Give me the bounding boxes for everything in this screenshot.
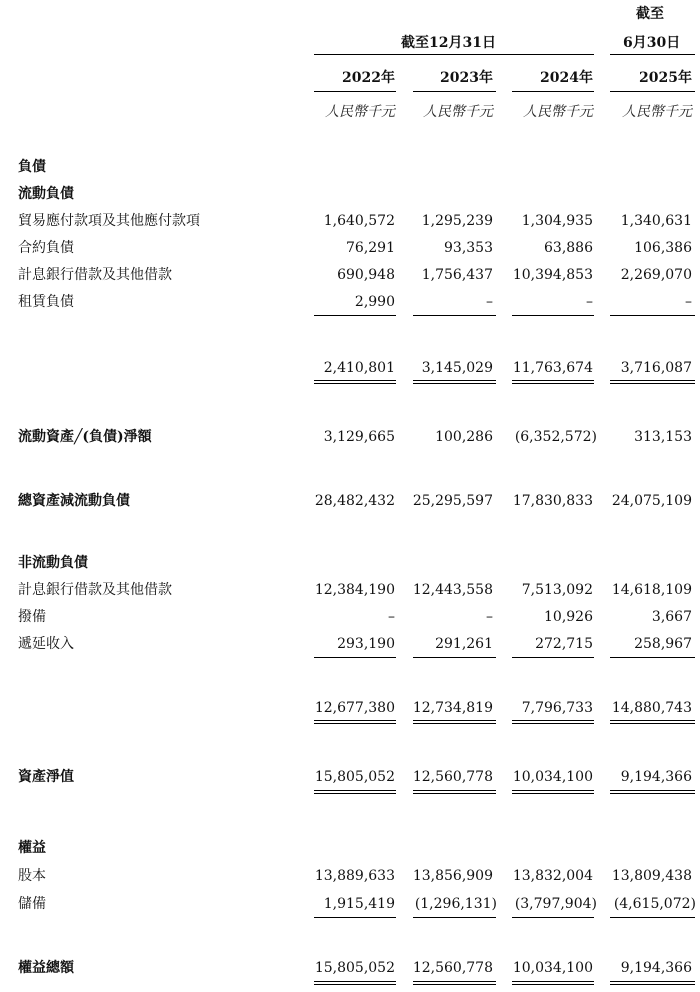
year-rule <box>413 91 496 92</box>
subtotal-rule <box>413 657 496 658</box>
value-cell: – <box>486 294 493 310</box>
year-header: 2022年 <box>342 70 395 86</box>
value-cell: 272,715 <box>535 636 593 652</box>
value-cell: 3,716,087 <box>620 360 692 376</box>
total-double-rule <box>512 790 594 794</box>
subtotal-rule <box>314 917 396 918</box>
year-rule <box>610 91 695 92</box>
value-cell: 10,034,100 <box>512 960 593 976</box>
value-cell: 15,805,052 <box>314 769 395 785</box>
year-header: 2023年 <box>440 70 493 86</box>
row-label-total-assets-less-current: 總資產減流動負債 <box>18 493 130 509</box>
value-cell: 1,304,935 <box>521 213 593 229</box>
total-double-rule <box>610 790 695 794</box>
value-cell: (1,296,131) <box>414 896 497 912</box>
row-label-trade-payables: 貿易應付款項及其他應付款項 <box>18 213 200 229</box>
value-cell: 12,560,778 <box>412 960 493 976</box>
value-cell: 93,353 <box>444 240 493 256</box>
row-label-contract-liabilities: 合約負債 <box>18 240 74 256</box>
row-label-net-current-assets: 流動資產╱(負債)淨額 <box>18 429 152 445</box>
total-double-rule <box>512 380 594 384</box>
value-cell: 1,756,437 <box>421 267 493 283</box>
subtotal-rule <box>314 315 396 316</box>
total-double-rule <box>610 380 695 384</box>
value-cell: (6,352,572) <box>514 429 597 445</box>
value-cell: 9,194,366 <box>620 960 692 976</box>
value-cell: 28,482,432 <box>314 493 395 509</box>
value-cell: – <box>586 294 593 310</box>
unit-label: 人民幣千元 <box>523 104 593 120</box>
unit-label: 人民幣千元 <box>423 104 493 120</box>
value-cell: 7,513,092 <box>521 582 593 598</box>
total-double-rule <box>413 720 496 724</box>
value-cell: 10,926 <box>544 609 593 625</box>
value-cell: 258,967 <box>634 636 692 652</box>
section-current-liabilities: 流動負債 <box>18 186 74 202</box>
row-label-provisions: 撥備 <box>18 609 46 625</box>
total-double-rule <box>512 720 594 724</box>
value-cell: 1,640,572 <box>323 213 395 229</box>
row-label-bank-borrowings-noncurrent: 計息銀行借款及其他借款 <box>18 582 172 598</box>
value-cell: 14,618,109 <box>611 582 692 598</box>
subtotal-rule <box>314 657 396 658</box>
year-rule <box>314 91 396 92</box>
value-cell: 12,560,778 <box>412 769 493 785</box>
year-group-label: 截至12月31日 <box>401 35 496 51</box>
header-last-rule <box>610 54 695 55</box>
header-group-rule <box>314 54 594 55</box>
total-double-rule <box>314 380 396 384</box>
unit-label: 人民幣千元 <box>622 104 692 120</box>
value-cell: 13,856,909 <box>412 868 493 884</box>
value-cell: 13,809,438 <box>611 868 692 884</box>
value-cell: 291,261 <box>435 636 493 652</box>
last-column-bottom-label: 6月30日 <box>623 35 681 51</box>
subtotal-rule <box>512 315 594 316</box>
value-cell: 25,295,597 <box>412 493 493 509</box>
row-label-net-assets: 資產淨值 <box>18 769 74 785</box>
total-double-rule <box>413 790 496 794</box>
row-label-bank-borrowings-current: 計息銀行借款及其他借款 <box>18 267 172 283</box>
value-cell: 7,796,733 <box>521 700 593 716</box>
total-double-rule <box>512 981 594 985</box>
value-cell: – <box>388 609 395 625</box>
value-cell: (4,615,072) <box>613 896 696 912</box>
value-cell: 9,194,366 <box>620 769 692 785</box>
value-cell: 3,667 <box>651 609 692 625</box>
value-cell: 24,075,109 <box>611 493 692 509</box>
section-liabilities: 負債 <box>18 159 46 175</box>
value-cell: 76,291 <box>346 240 395 256</box>
value-cell: (3,797,904) <box>514 896 597 912</box>
year-rule <box>512 91 594 92</box>
value-cell: 106,386 <box>634 240 692 256</box>
subtotal-rule <box>413 315 496 316</box>
value-cell: 313,153 <box>634 429 692 445</box>
last-column-top-label: 截至 <box>636 6 664 22</box>
value-cell: 1,340,631 <box>620 213 692 229</box>
row-label-reserves: 儲備 <box>18 896 46 912</box>
value-cell: 13,889,633 <box>314 868 395 884</box>
year-header: 2024年 <box>540 70 593 86</box>
total-double-rule <box>413 380 496 384</box>
value-cell: 12,384,190 <box>314 582 395 598</box>
value-cell: 11,763,674 <box>512 360 593 376</box>
section-non-current-liabilities: 非流動負債 <box>18 555 88 571</box>
value-cell: 1,915,419 <box>323 896 395 912</box>
value-cell: 100,286 <box>435 429 493 445</box>
subtotal-rule <box>512 657 594 658</box>
value-cell: 15,805,052 <box>314 960 395 976</box>
value-cell: 10,034,100 <box>512 769 593 785</box>
unit-label: 人民幣千元 <box>325 104 395 120</box>
row-label-share-capital: 股本 <box>18 868 46 884</box>
row-label-total-equity: 權益總額 <box>18 960 74 976</box>
value-cell: 2,990 <box>354 294 395 310</box>
value-cell: 3,129,665 <box>323 429 395 445</box>
value-cell: 2,410,801 <box>323 360 395 376</box>
subtotal-rule <box>610 657 695 658</box>
total-double-rule <box>314 981 396 985</box>
value-cell: 690,948 <box>337 267 395 283</box>
subtotal-rule <box>512 917 594 918</box>
value-cell: 13,832,004 <box>512 868 593 884</box>
row-label-deferred-income: 遞延收入 <box>18 636 74 652</box>
total-double-rule <box>413 981 496 985</box>
total-double-rule <box>610 981 695 985</box>
value-cell: 293,190 <box>337 636 395 652</box>
value-cell: – <box>486 609 493 625</box>
value-cell: – <box>685 294 692 310</box>
value-cell: 3,145,029 <box>421 360 493 376</box>
total-double-rule <box>314 720 396 724</box>
subtotal-rule <box>610 315 695 316</box>
value-cell: 10,394,853 <box>512 267 593 283</box>
value-cell: 63,886 <box>544 240 593 256</box>
value-cell: 2,269,070 <box>620 267 692 283</box>
value-cell: 1,295,239 <box>421 213 493 229</box>
year-header: 2025年 <box>639 70 692 86</box>
total-double-rule <box>610 720 695 724</box>
value-cell: 14,880,743 <box>611 700 692 716</box>
row-label-lease-liabilities: 租賃負債 <box>18 294 74 310</box>
value-cell: 12,734,819 <box>412 700 493 716</box>
value-cell: 17,830,833 <box>512 493 593 509</box>
subtotal-rule <box>413 917 496 918</box>
subtotal-rule <box>610 917 695 918</box>
total-double-rule <box>314 790 396 794</box>
value-cell: 12,443,558 <box>412 582 493 598</box>
value-cell: 12,677,380 <box>314 700 395 716</box>
section-equity: 權益 <box>18 840 46 856</box>
